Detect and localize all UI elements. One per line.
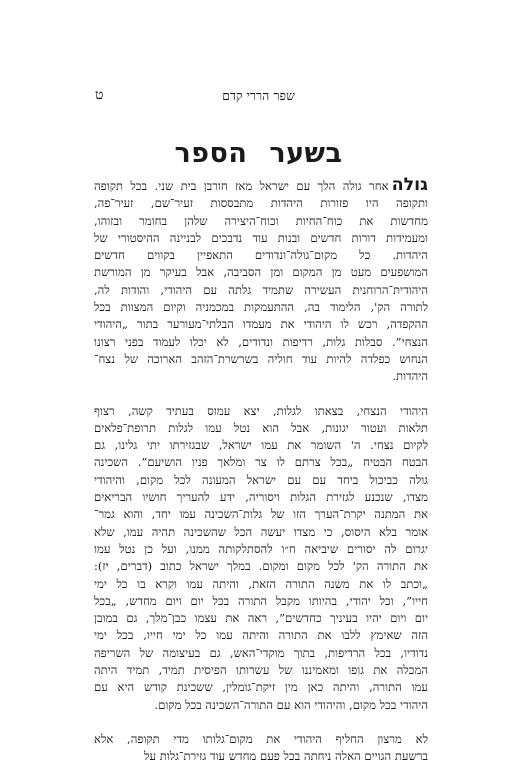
- paragraph: [94, 731, 428, 766]
- text-line: יום ויום יהיו בעיניך כחדשים”, ראה את עצמו כבן־מלך, גם במובן: [94, 611, 428, 626]
- text-line: נדודיו, בכל הרדיפות, בתוך מוקדי־האש, גם בעיצומה של השריפה: [94, 645, 428, 660]
- text-line: היהודית־הרוחנית העשירה שתמיד גלתה עם היהודי, והודות לה,: [94, 282, 428, 297]
- text-line: אומר בלא היסוס, כי מצדו יעשה הכל שהשכינה תהיה עמו, שלא: [94, 524, 428, 539]
- text-line: מצדו, שנכנע לגזירת הגלות ויסוריה, ידע להעריך חושיו הבריאים: [94, 490, 428, 505]
- page-number: ט: [95, 87, 104, 103]
- text-line: ותקופה היו פזורות היהדות מתבססות זעיר־שם, זעיר־פה,: [94, 196, 428, 211]
- text-line: „וכתב לו את משנה התורה הזאת, והיתה עמו וקרא בו כל ימי: [94, 576, 428, 591]
- text-line: היהודי בכל מקום, והיהודי הוא עם התורה־השכינה בכל מקום.: [154, 697, 428, 712]
- lead-word: גולה: [391, 175, 428, 195]
- text-line: עמו התורה, והיתה כאן מין זיקת־גומלין, ששכינת קודש היא עם: [94, 680, 428, 695]
- paragraph: [94, 403, 428, 714]
- text-line: גולהאחר גולה הלך עם ישראל מאז חורבן בית שני. בכל תקופה: [94, 175, 428, 195]
- text-line: הנצחי”. סבלות גלות, רדיפות ונדודים, לא יכלו לעמוד בפני רצונו: [94, 334, 428, 349]
- running-title: שפר הררי קדם: [222, 88, 295, 103]
- text-line: יגרום לה יסורים שיביאה ח״ו להסתלקותה ממנו, ועל כן נטל עמו: [94, 541, 428, 556]
- text-line: ברשעת הגויים האלה ניחתה בכל פעם מחדש עוד גזירת־גלות על: [144, 749, 428, 764]
- text-line: גולה כביכול ביחד עם עם ישראל המעונה לכל מקום, והיהודי: [94, 472, 428, 487]
- text-line: את התורה הק' לכל מקום ומקום. במלך ישראל כתוב (דברים, יז):: [94, 559, 428, 574]
- text-line: היהודי הנצחי, בצאתו לגלות, יצא עמוס בעתיד קשה, רצוף: [94, 403, 428, 418]
- paragraph: [94, 177, 428, 386]
- body-text: [94, 177, 428, 766]
- running-header: [0, 88, 517, 108]
- text-line: לקיום נצחי. ה' השומר את עמו ישראל, שבגזירתו יתי גלינו, גם: [94, 438, 428, 453]
- text-line: המכלה את גופו ומאמיננו של עשרותו הפיסית תמיד, תמיד היתה: [94, 663, 428, 678]
- text-line: תלאות ועטור יגונות, אבל הוא נטל עמו לגלות תרופת־פלאים: [94, 420, 428, 435]
- text-line: לא מרצון החליף היהודי את מקום־גלותו מדי תקופה, אלא: [94, 731, 428, 746]
- chapter-heading: בשער הספר: [174, 138, 343, 169]
- text-line: היהדות.: [392, 369, 428, 384]
- text-line: היהדות. כל מקום־גולה־ונדודים התאפיין בקווים חדשים: [94, 248, 428, 263]
- text-line: המושפעים מעט מן המקום ומן הסביבה, אבל בעיקר מן המורשת: [94, 265, 428, 280]
- text-line: ומעמידות דורות חדשים ובנות עוד נדבכים לבניינה ההיסטורי של: [94, 230, 428, 245]
- text-line: לתורה הק', הלימוד בה, ההתעמקות במכמניה וקיום המצוות בכל: [94, 300, 428, 315]
- text-line: הבטח הבטיח „בכל צרתם לו צר ומלאך פניו הושיעם”. השכינה: [94, 455, 428, 470]
- text-line: את המתנה יקרת־הערך הזו של גלות־השכינה עמו יחד, והוא גמר־: [94, 507, 428, 522]
- text-line: מחדשות את כוח־החיות וכוח־היצירה שלהן בחומר ובזוהו,: [94, 213, 428, 228]
- text-line: ההקפדה, רכש לו היהודי את מעמדו הבלתי־מעורער בתור „היהודי: [94, 317, 428, 332]
- text-line: הזה שאימץ ללבו את התורה והיתה עמו כל ימי חייו, בכל ימי: [94, 628, 428, 643]
- text-line: חייו”, וכל יהודי, בהיותו מקבל התורה בכל יום ויום מחדש, „בכל: [94, 593, 428, 608]
- text-line: הנחוש כפלדה להיות עוד חוליה בשרשרת־הזהב הארוכה של נצח־: [94, 351, 428, 366]
